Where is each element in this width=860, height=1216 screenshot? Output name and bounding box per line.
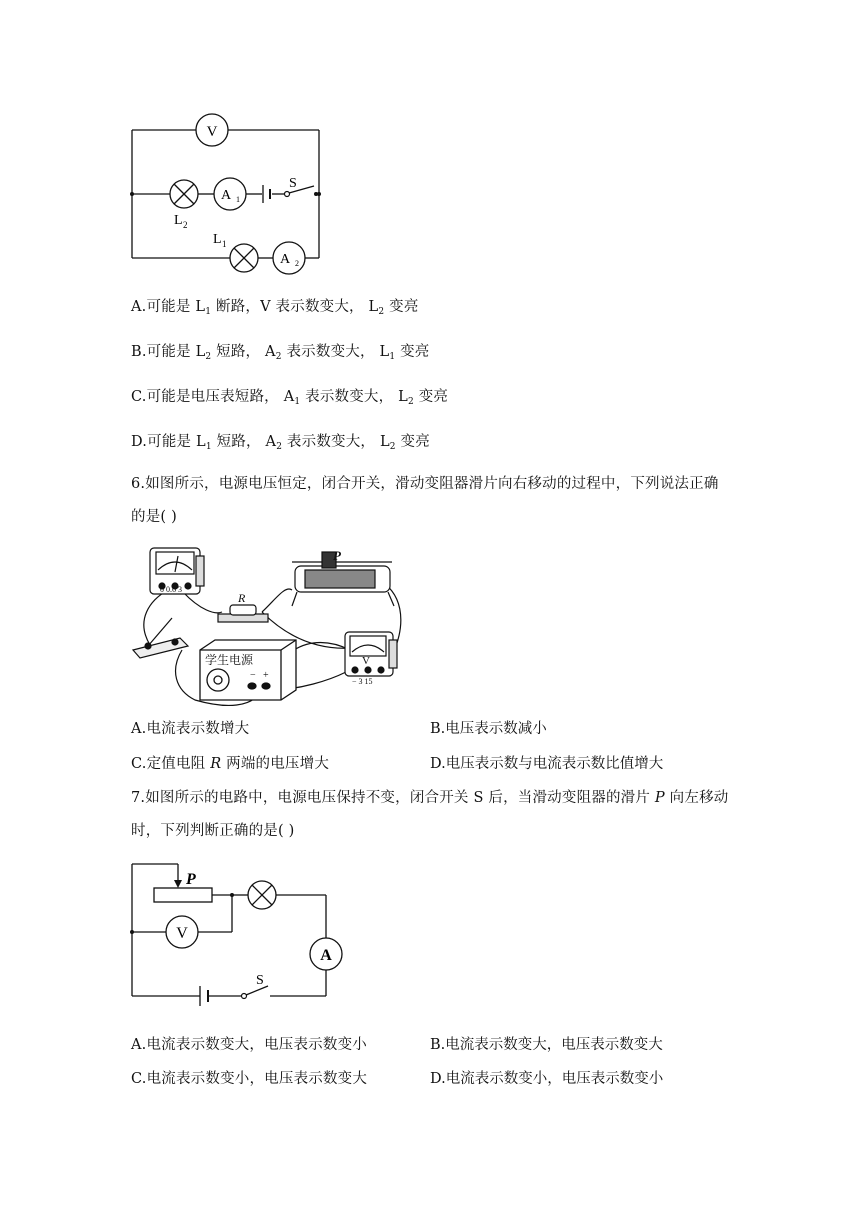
svg-text:L: L [213,232,222,247]
q5-option-a[interactable]: A.可能是 $L_1$ 断路，V 表示数变大， $L_2$ 变亮 [131,299,419,317]
svg-text:1: 1 [222,239,227,249]
q7-option-a[interactable]: A.电流表示数变大，电压表示数变小 [131,1037,367,1053]
q7-option-c[interactable]: C.电流表示数变小，电压表示数变大 [131,1071,368,1087]
q6-option-a[interactable]: A.电流表示数增大 [131,721,250,737]
q6-option-b[interactable]: B.电压表示数减小 [430,721,547,737]
svg-text:2: 2 [183,220,188,230]
q7-stem-line1: 7.如图所示的电路中，电源电压保持不变，闭合开关 S 后，当滑动变阻器的滑片 P 向左移动 [131,790,729,806]
svg-text:−: − [250,670,256,681]
q7-option-d[interactable]: D.电流表示数变小，电压表示数变小 [430,1071,664,1087]
q7-voltmeter [166,916,198,948]
q7-switch [242,973,269,999]
svg-text:0 0.6 3: 0 0.6 3 [160,585,182,594]
q6-stem-line1: 6.如图所示，电源电压恒定，闭合开关，滑动变阻器滑片向右移动的过程中，下列说法正确 [131,476,719,492]
svg-text:S: S [256,973,264,988]
q7-ammeter [310,938,342,970]
svg-text:A: A [279,252,291,267]
q6-stem-line2: 的是( ) [131,509,177,525]
svg-text:1: 1 [236,195,240,204]
q5-option-b[interactable]: B.可能是 $L_2$ 短路， $A_2$ 表示数变大， $L_1$ 变亮 [131,344,430,362]
q7-option-b[interactable]: B.电流表示数变大，电压表示数变大 [430,1037,663,1053]
svg-text:学生电源: 学生电源 [205,653,254,667]
svg-text:S: S [289,176,297,191]
svg-text:− 3 15: − 3 15 [352,677,373,686]
svg-text:R: R [238,591,246,605]
q7-battery [200,986,208,1006]
svg-text:L: L [174,213,183,228]
svg-text:V: V [176,925,188,942]
svg-text:V: V [362,655,370,667]
q7-stem-line2: 时，下列判断正确的是( ) [131,823,295,839]
svg-text:A: A [320,947,332,964]
svg-text:P: P [186,871,196,888]
svg-text:+: + [263,670,269,681]
svg-text:P: P [333,548,341,563]
q7-rheostat [154,871,212,902]
svg-text:A: A [220,188,232,203]
svg-text:2: 2 [295,259,299,268]
q7-lamp [248,881,276,909]
svg-text:V: V [206,124,218,140]
q5-option-c[interactable]: C.可能是电压表短路， $A_1$ 表示数变大， $L_2$ 变亮 [131,389,449,407]
q6-option-c[interactable]: C.定值电阻 R 两端的电压增大 [131,756,330,772]
q6-option-d[interactable]: D.电压表示数与电流表示数比值增大 [430,756,664,772]
q5-option-d[interactable]: D.可能是 $L_1$ 短路， $A_2$ 表示数变大， $L_2$ 变亮 [131,434,430,452]
